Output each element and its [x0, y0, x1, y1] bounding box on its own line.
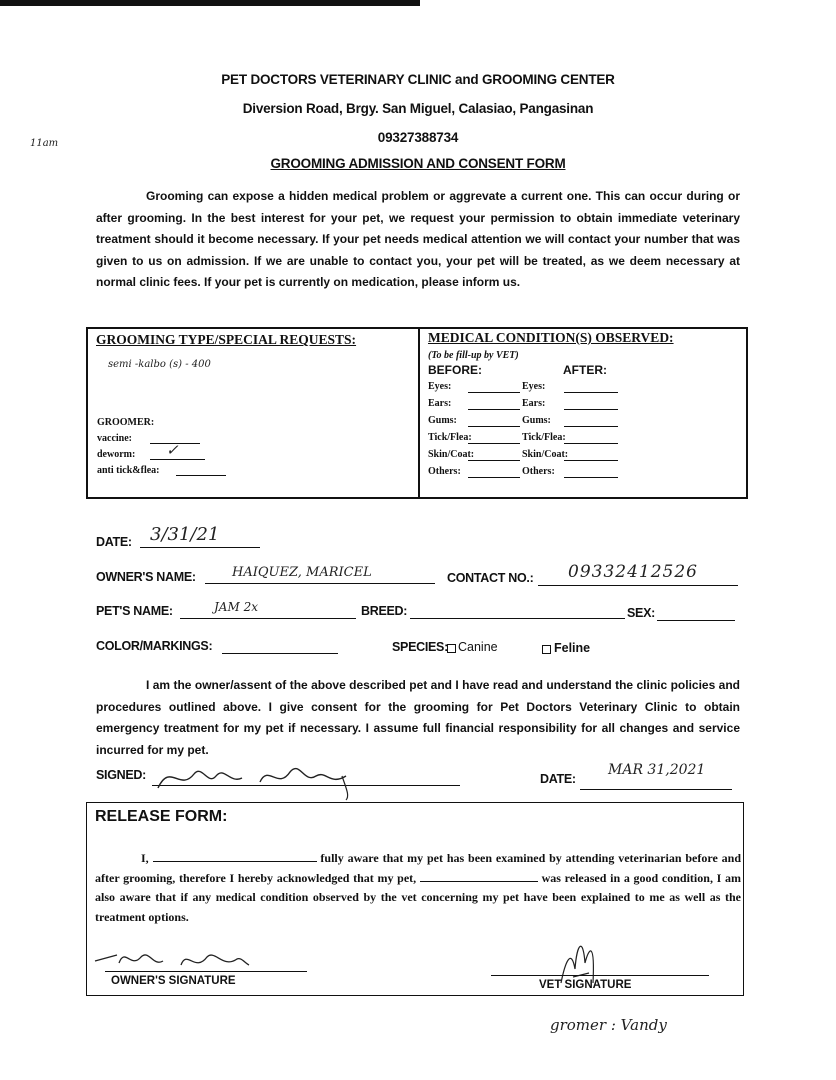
signed-date-label: DATE:	[540, 772, 576, 786]
medical-row-after-line	[564, 477, 618, 478]
pet-name-line	[180, 618, 356, 619]
breed-label: BREED:	[361, 604, 408, 618]
color-markings-line	[222, 653, 338, 654]
canine-label: Canine	[458, 640, 498, 654]
date-label: DATE:	[96, 535, 132, 549]
clinic-name: PET DOCTORS VETERINARY CLINIC and GROOMING CENTER	[221, 72, 615, 87]
medical-row-before-label: Gums:	[428, 415, 457, 426]
pet-name-value: JAM 2x	[214, 600, 258, 614]
species-label: SPECIES:	[392, 640, 448, 654]
anti-tick-line	[176, 475, 226, 476]
contact-line	[538, 585, 738, 586]
owner-name-label: OWNER'S NAME:	[96, 570, 196, 584]
grooming-type-title: GROOMING TYPE/SPECIAL REQUESTS:	[96, 332, 357, 347]
medical-row-before-label: Eyes:	[428, 381, 452, 392]
sex-label: SEX:	[627, 606, 655, 620]
sex-line	[657, 620, 735, 621]
groomer-note: gromer : Vandy	[550, 1016, 667, 1034]
grooming-request-handwritten: semi -kalbo (s) - 400	[108, 359, 211, 370]
clinic-phone: 09327388734	[377, 130, 459, 145]
contact-value: 09332412526	[568, 562, 698, 582]
medical-subtitle: (To be fill-up by VET)	[428, 350, 519, 361]
medical-row-after-label: Tick/Flea:	[522, 432, 566, 443]
medical-condition-title: MEDICAL CONDITION(S) OBSERVED:	[428, 330, 674, 345]
feline-checkbox[interactable]	[542, 645, 551, 654]
date-line	[140, 547, 260, 548]
owner-signature-scribble	[150, 752, 370, 802]
vet-signature-line	[491, 975, 709, 976]
box-divider	[418, 329, 420, 497]
medical-row-after-line	[564, 460, 618, 461]
clinic-address: Diversion Road, Brgy. San Miguel, Calasiao, Pangasinan	[242, 101, 594, 116]
consent-paragraph: I am the owner/assent of the above described pet and I have read and understand the clinic policies and procedures outlined above. I give consent for the grooming for Pet Doctors Veterinary Clinic to obtain emergency treatment for my pet if necessary. I assume full financial responsibility for all changes and service incurred for my pet.	[96, 678, 740, 757]
feline-label: Feline	[554, 641, 591, 655]
color-markings-label: COLOR/MARKINGS:	[96, 639, 213, 653]
release-text-2: was released in a good condition, I am also aware that if any medical condition observed by the vet concerning my pet have been explained to me as well as the treatment options.	[95, 870, 742, 924]
vaccine-label: vaccine:	[97, 433, 132, 444]
before-label: BEFORE:	[428, 363, 482, 377]
medical-row-after-label: Gums:	[522, 415, 551, 426]
release-form-box	[86, 802, 744, 996]
medical-row-before-line	[468, 392, 520, 393]
anti-tick-label: anti tick&flea:	[97, 465, 160, 476]
margin-note: 11am	[30, 138, 59, 149]
vet-signature-label: VET SIGNATURE	[539, 979, 632, 991]
medical-row-after-line	[564, 409, 618, 410]
medical-row-after-label: Eyes:	[522, 381, 546, 392]
release-name-line	[153, 851, 317, 862]
groomer-label: GROOMER:	[97, 417, 155, 428]
intro-paragraph: Grooming can expose a hidden medical problem or aggrevate a current one. This can occur during or after grooming. In the best interest for your pet, we request your permission to obtain immediate veterinary treatment should it become necessary. If your pet needs medical attention we will contact your number that was given to us on admission. If we are unable to contact you, your pet will be treated, as we deem necessary at normal clinic fees. If your pet is currently on medication, please inform us.	[96, 189, 740, 289]
medical-row-before-label: Others:	[428, 466, 461, 477]
deworm-check-mark: ✓	[166, 441, 179, 459]
owner-name-line	[205, 583, 435, 584]
owner-name-value: HAIQUEZ, MARICEL	[232, 565, 372, 580]
signed-label: SIGNED:	[96, 768, 146, 782]
release-pet-line	[420, 871, 538, 882]
medical-row-after-line	[564, 426, 618, 427]
canine-checkbox[interactable]	[447, 644, 456, 653]
form-title: GROOMING ADMISSION AND CONSENT FORM	[270, 156, 566, 171]
medical-row-after-line	[564, 443, 618, 444]
release-text-1: fully aware that my pet has been examined by attending veterinarian before and after grooming, therefore I hereby acknowledged that my pet,	[95, 851, 742, 885]
scan-edge-bar	[0, 0, 420, 6]
medical-row-before-line	[468, 443, 520, 444]
date-value: 3/31/21	[150, 524, 220, 545]
signed-date-value: MAR 31,2021	[608, 762, 706, 778]
owner-signature-line	[105, 971, 307, 972]
medical-row-after-label: Ears:	[522, 398, 546, 409]
breed-line	[410, 618, 625, 619]
medical-row-before-line	[468, 409, 520, 410]
deworm-label: deworm:	[97, 449, 136, 460]
after-label: AFTER:	[563, 363, 607, 377]
pet-name-label: PET'S NAME:	[96, 604, 173, 618]
conditions-box	[86, 327, 748, 499]
medical-row-after-line	[564, 392, 618, 393]
signed-date-line	[580, 789, 732, 790]
medical-row-before-label: Tick/Flea:	[428, 432, 472, 443]
deworm-line	[150, 459, 205, 460]
release-i-label: I,	[141, 851, 149, 865]
release-form-title: RELEASE FORM:	[95, 808, 228, 825]
medical-row-after-label: Skin/Coat:	[522, 449, 569, 460]
owner-signature-label: OWNER'S SIGNATURE	[111, 975, 236, 987]
medical-row-before-line	[468, 477, 520, 478]
release-text	[95, 849, 741, 927]
medical-row-before-line	[468, 426, 520, 427]
medical-row-before-label: Ears:	[428, 398, 452, 409]
medical-row-after-label: Others:	[522, 466, 555, 477]
medical-row-before-label: Skin/Coat:	[428, 449, 475, 460]
medical-row-before-line	[468, 460, 520, 461]
contact-label: CONTACT NO.:	[447, 571, 534, 585]
